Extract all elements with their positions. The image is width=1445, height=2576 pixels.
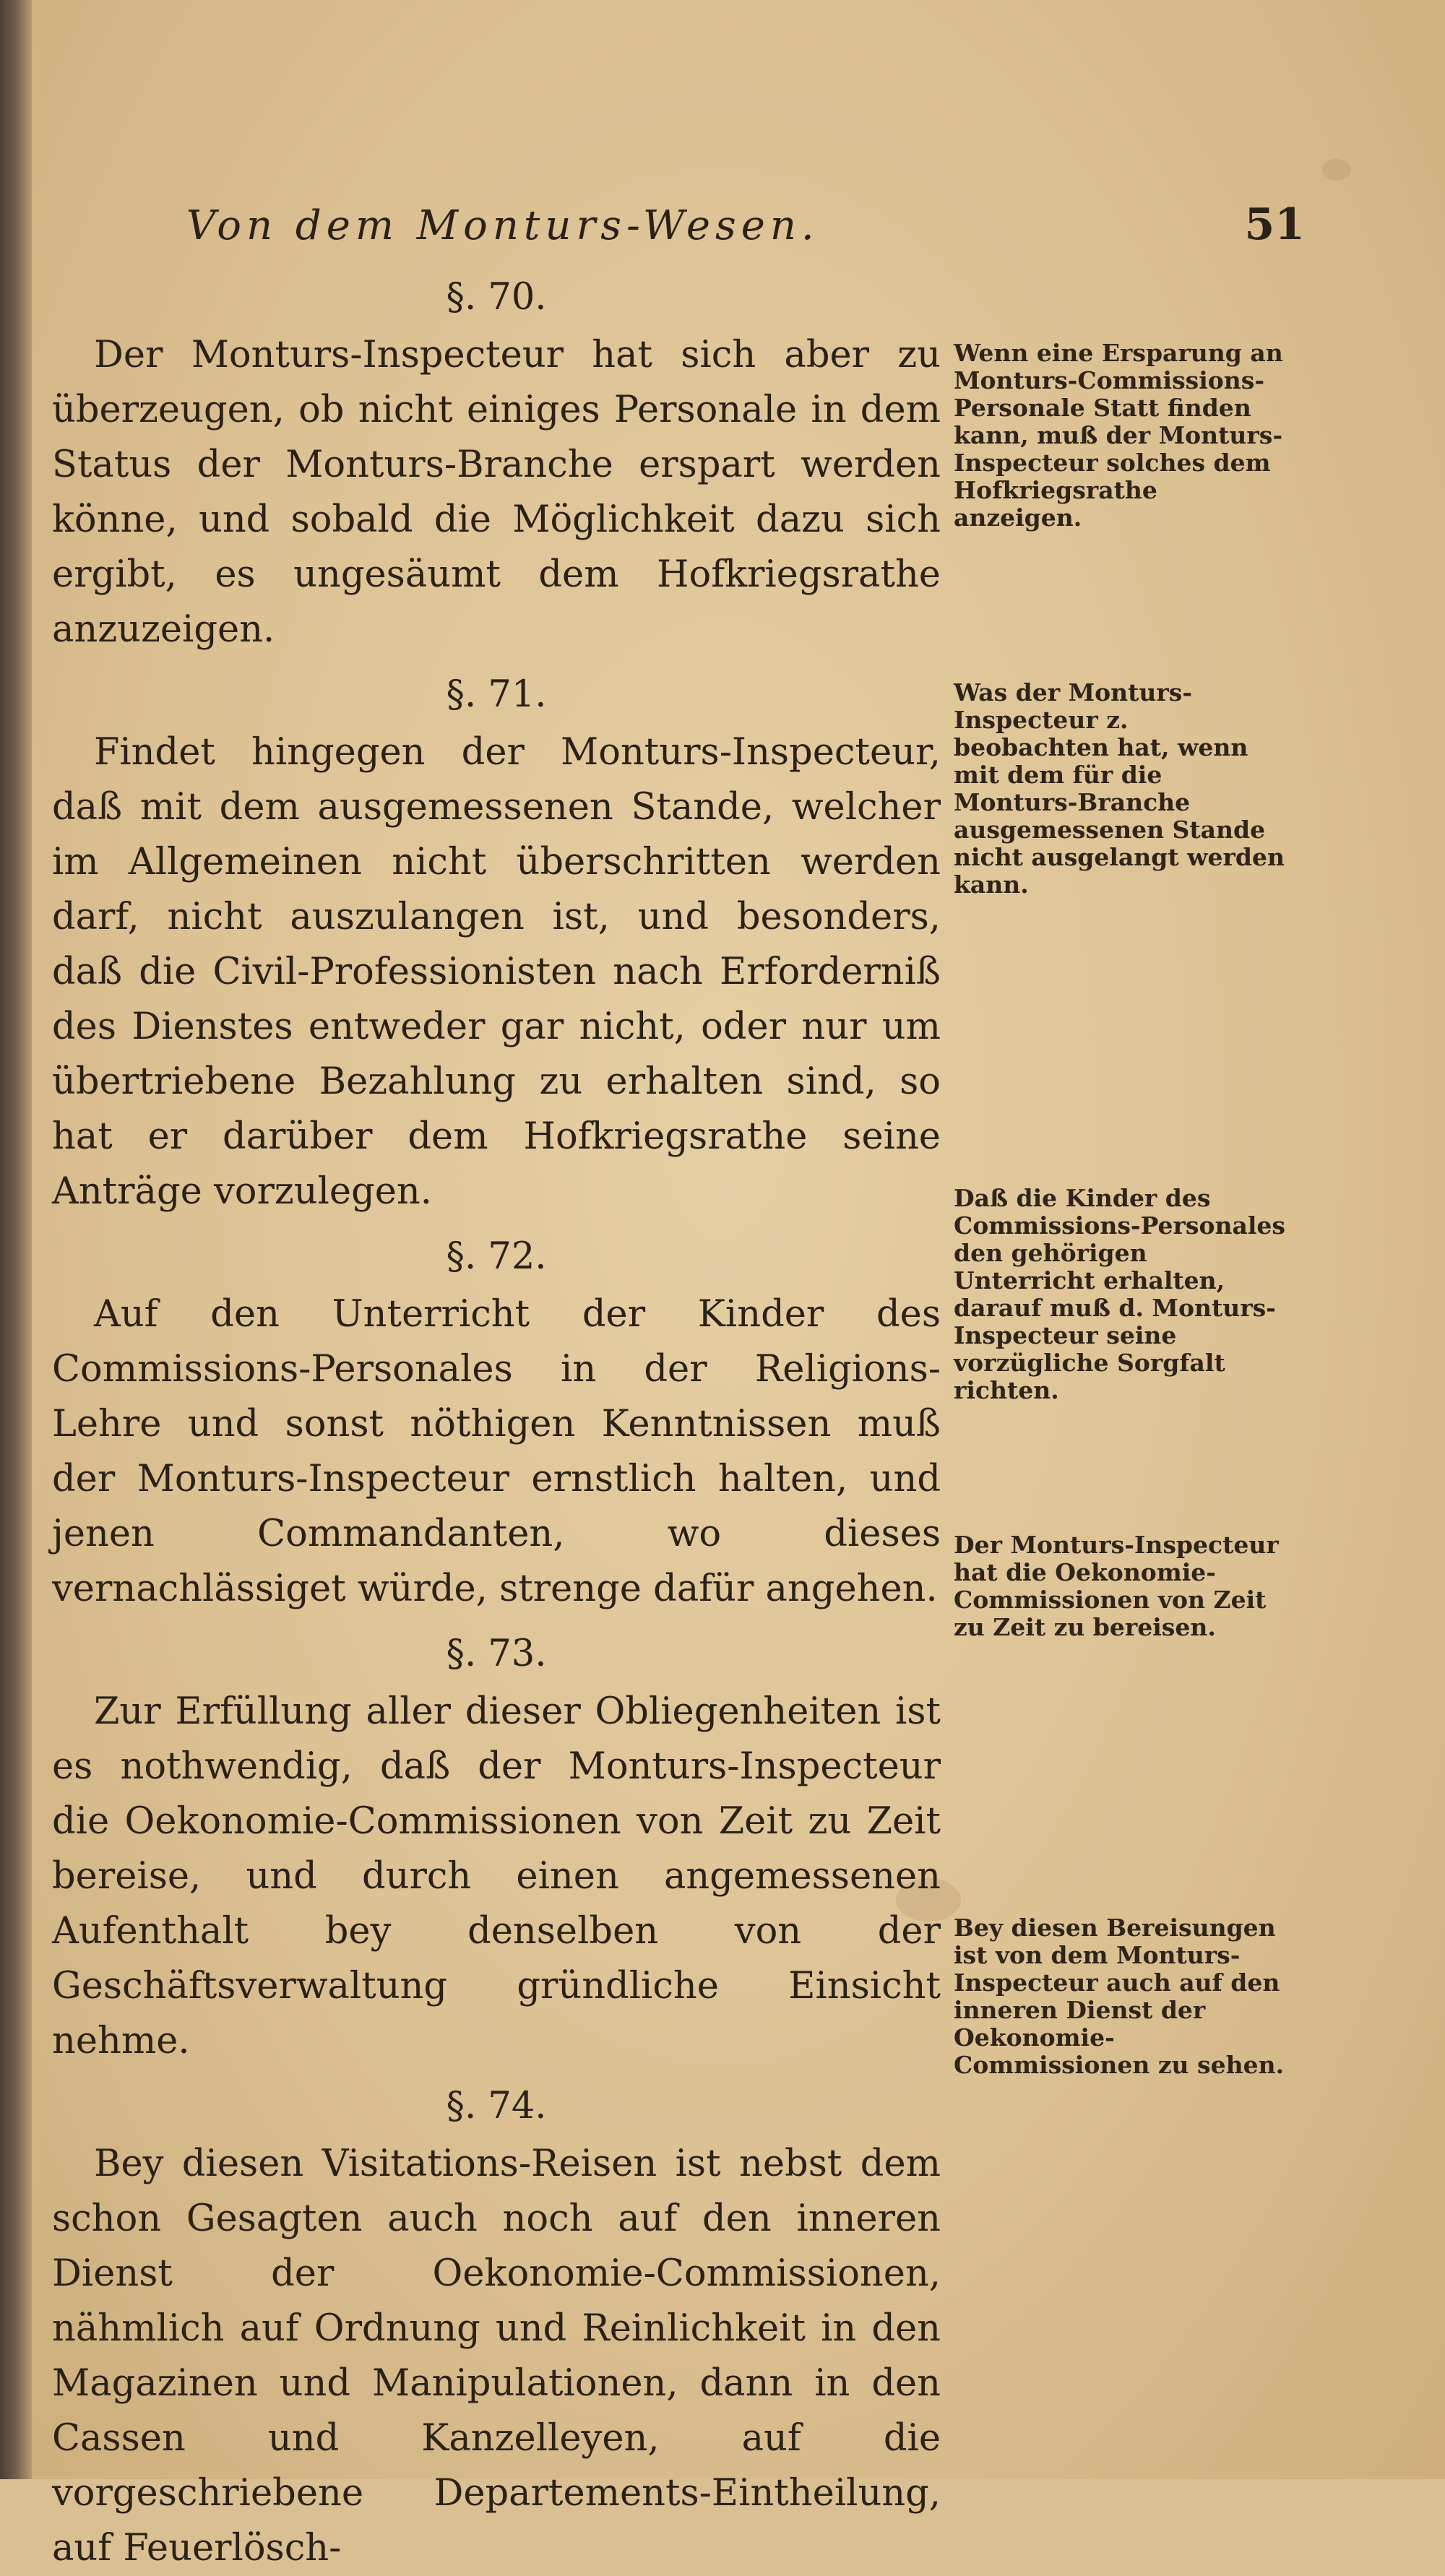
running-header: Von dem Monturs-Wesen. [186, 202, 819, 249]
section-73 [52, 1627, 941, 2069]
page-number: 51 [1244, 199, 1305, 250]
section-heading: §. 70. [446, 276, 547, 319]
section-heading: §. 73. [446, 1633, 547, 1675]
margin-note-72: Daß die Kinder des Commissions-Personales den gehörigen Unterricht erhalten, darauf muß d. Monturs-Inspecteur seine vorzügliche Sorgfalt richten. [954, 1184, 1286, 1404]
section-72 [52, 1229, 941, 1617]
section-70 [52, 270, 941, 657]
section-paragraph: Bey diesen Visitations-Reisen ist nebst dem schon Gesagten auch noch auf den inneren Dienst der Oekonomie-Commissionen, nähmlich auf Ordnung und Reinlichkeit in den Magazinen und Manipulationen, dann in den Cassen und Kanzelleyen, auf die vorgeschriebene Departements-Eintheilung, auf Feuerlösch- [52, 2143, 941, 2569]
book-spine [0, 0, 32, 2479]
section-74 [52, 2079, 941, 2576]
section-paragraph: Zur Erfüllung aller dieser Obliegenheiten ist es nothwendig, daß der Monturs-Inspecteur die Oekonomie-Commissionen von Zeit zu Zeit bereise, und durch einen angemessenen Aufenthalt bey denselben von der Geschäftsverwaltung gründliche Einsicht nehme. [52, 1690, 941, 2062]
main-text-column [52, 260, 941, 2576]
section-paragraph: Findet hingegen der Monturs-Inspecteur, daß mit dem ausgemessenen Stande, welcher im Allgemeinen nicht überschritten werden darf, nicht auszulangen ist, und besonders, daß die Civil-Professionisten nach Erforderniß des Dienstes entweder gar nicht, oder nur um übertriebene Bezahlung zu erhalten sind, so hat er darüber dem Hofkriegsrathe seine Anträge vorzulegen. [52, 731, 941, 1213]
section-heading: §. 74. [446, 2085, 547, 2127]
section-paragraph: Auf den Unterricht der Kinder des Commissions-Personales in der Religions-Lehre und sonst nöthigen Kenntnissen muß der Monturs-Inspecteur ernstlich halten, und jenen Commandanten, wo dieses vernachlässiget würde, strenge dafür angehen. [52, 1293, 941, 1610]
margin-note-73: Der Monturs-Inspecteur hat die Oekonomie-Commissionen von Zeit zu Zeit zu bereisen. [954, 1531, 1279, 1641]
section-heading: §. 71. [446, 673, 547, 716]
margin-note-71: Was der Monturs-Inspecteur z. beobachten hat, wenn mit dem für die Monturs-Branche ausgemessenen Stande nicht ausgelangt werden kann. [954, 678, 1285, 899]
section-heading: §. 72. [446, 1235, 547, 1278]
section-paragraph: Der Monturs-Inspecteur hat sich aber zu überzeugen, ob nicht einiges Personale in dem Status der Monturs-Branche erspart werden könne, und sobald die Möglichkeit dazu sich ergibt, es ungesäumt dem Hofkriegsrathe anzuzeigen. [52, 334, 941, 651]
section-71 [52, 667, 941, 1219]
margin-note-70: Wenn eine Ersparung an Monturs-Commissions-Personale Statt finden kann, muß der Monturs-Inspecteur solches dem Hofkriegsrathe anzeigen. [954, 339, 1283, 532]
margin-note-74: Bey diesen Bereisungen ist von dem Monturs-Inspecteur auch auf den inneren Dienst der Oekonomie-Commissionen zu sehen. [954, 1914, 1285, 2079]
paper-stain [1322, 159, 1351, 181]
